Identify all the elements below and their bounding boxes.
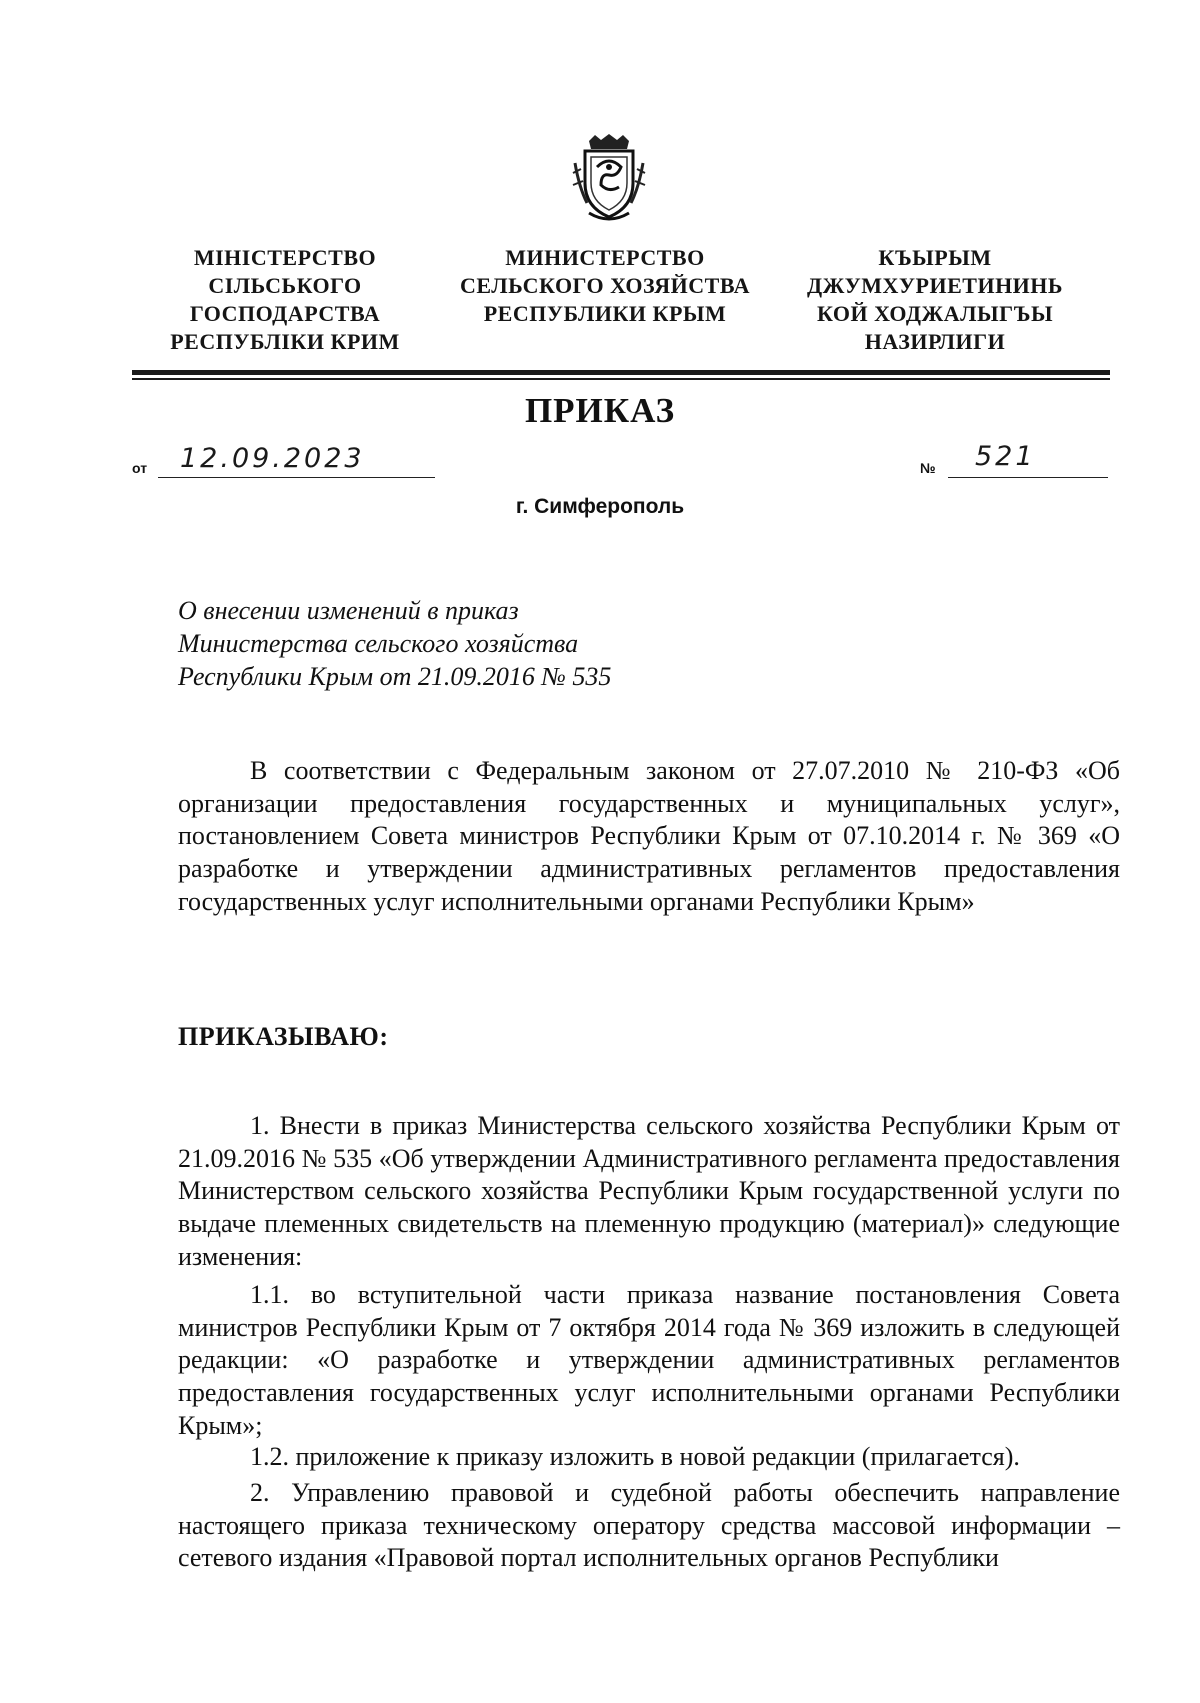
header-line: РЕСПУБЛИКИ КРЫМ	[483, 301, 727, 326]
document-subject	[178, 594, 611, 693]
subject-line: О внесении изменений в приказ	[178, 596, 519, 625]
document-title: ПРИКАЗ	[524, 391, 676, 430]
header-russian-name	[440, 244, 770, 328]
date-prefix: от	[132, 460, 148, 476]
header-crimean-tatar-name	[790, 244, 1080, 356]
subject-line: Министерства сельского хозяйства	[178, 629, 579, 658]
header-line: КЪЫРЫМ	[878, 245, 992, 270]
date-underline	[158, 477, 435, 478]
header-line: МІНІСТЕРСТВО	[193, 245, 377, 270]
handwritten-date: 12.09.2023	[180, 443, 365, 474]
header-line: СІЛЬСЬКОГО	[208, 273, 362, 298]
header-line: КОЙ ХОДЖАЛЫГЪЫ	[816, 301, 1054, 326]
order-item-1-2: 1.2. приложение к приказу изложить в новой редакции (прилагается).	[250, 1442, 1020, 1471]
header-divider	[132, 370, 1110, 375]
order-heading: ПРИКАЗЫВАЮ:	[178, 1022, 389, 1051]
header-line: МИНИСТЕРСТВО	[505, 245, 705, 270]
order-item-1: 1. Внести в приказ Министерства сельского хозяйства Республики Крым от 21.09.2016 № 535 «Об утверждении Административного регламента предоставления Министерством сельского хозяйства Республики Крым государственной услуги по выдаче племенных свидетельств на племенную продукцию (материал)» следующие изменения:	[178, 1111, 1120, 1271]
handwritten-number: 521	[975, 441, 1036, 472]
header-line: ДЖУМХУРИЕТИНИНЬ	[807, 273, 1063, 298]
header-line: ГОСПОДАРСТВА	[189, 301, 381, 326]
subject-line: Республики Крым от 21.09.2016 № 535	[178, 662, 612, 691]
header-divider-thin	[132, 378, 1110, 380]
order-item-1-1: 1.1. во вступительной части приказа название постановления Совета министров Республики Крым от 7 октября 2014 года № 369 изложить в следующей редакции: «О разработке и утверждении административных регламентов предоставления государственных услуг исполнительными органами Республики Крым»;	[178, 1280, 1120, 1440]
header-ukrainian-name	[150, 244, 420, 356]
header-line: СЕЛЬСКОГО ХОЗЯЙСТВА	[459, 273, 751, 298]
city-label: г. Симферополь	[515, 495, 685, 518]
number-prefix: №	[920, 460, 936, 476]
number-underline	[948, 477, 1108, 478]
coat-of-arms-icon	[571, 133, 647, 225]
header-line: НАЗИРЛИГИ	[864, 329, 1006, 354]
order-item-2: 2. Управлению правовой и судебной работы обеспечить направление настоящего приказа техническому оператору средства массовой информации – сетевого издания «Правовой портал исполнительных органов Республики	[178, 1478, 1120, 1573]
preamble-paragraph: В соответствии с Федеральным законом от 27.07.2010 № 210-ФЗ «Об организации предоставления государственных и муниципальных услуг», постановлением Совета министров Республики Крым от 07.10.2014 г. № 369 «О разработке и утверждении административных регламентов предоставления государственных услуг исполнительными органами Республики Крым»	[178, 756, 1120, 916]
header-line: РЕСПУБЛІКИ КРИМ	[170, 329, 400, 354]
